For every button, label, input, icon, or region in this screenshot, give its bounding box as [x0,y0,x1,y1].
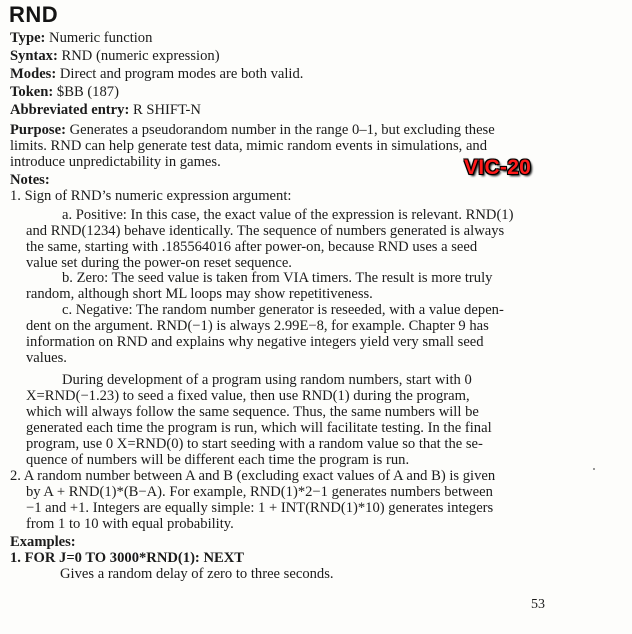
purpose-line-3: introduce unpredictability in games. [10,154,221,170]
page-title: RND [9,2,59,27]
type-label: Type: [10,30,46,46]
note1-c-line-2: dent on the argument. RND(−1) is always 2.99E−8, for example. Chapter 9 has [26,318,489,334]
note1-a-line-1: a. Positive: In this case, the exact value of the expression is relevant. RND(1) [62,207,514,223]
note2-line-2: by A + RND(1)*(B−A). For example, RND(1)*2−1 generates numbers between [26,484,493,500]
syntax-line [10,48,220,64]
type-value: Numeric function [45,30,153,46]
modes-value: Direct and program modes are both valid. [56,66,304,82]
note1-heading: 1. Sign of RND’s numeric expression argument: [10,188,292,204]
note1-a-line-2: and RND(1234) behave identically. The sequence of numbers generated is always [26,223,505,239]
note2-line-1: 2. A random number between A and B (excluding exact values of A and B) is given [10,468,496,484]
dev-line-3: which will always follow the same sequence. Thus, the same numbers will be [26,404,479,420]
notes-label: Notes: [10,172,50,188]
page-number: 53 [531,597,545,612]
type-line [10,30,152,46]
note1-c-line-1: c. Negative: The random number generator is reseeded, with a value depen- [62,302,504,318]
note2-line-4: from 1 to 10 with equal probability. [26,516,234,532]
purpose-text-1: Generates a pseudorandom number in the range 0–1, but excluding these [65,122,495,138]
purpose-label: Purpose: [10,122,66,138]
note1-a-line-3: the same, starting with .185564016 after power-on, because RND uses a seed [26,239,478,255]
note2-line-3: −1 and +1. Integers are equally simple: 1 + INT(RND(1)*10) generates integers [26,500,494,516]
dev-line-4: generated each time the program is run, which will facilitate testing. In the final [26,420,492,436]
dev-line-2: X=RND(−1.23) to seed a fixed value, then use RND(1) during the program, [26,388,470,404]
syntax-label: Syntax: [10,48,58,64]
dev-line-1: During development of a program using random numbers, start with 0 [62,372,472,388]
example1-desc: Gives a random delay of zero to three seconds. [60,566,334,582]
abbrev-label: Abbreviated entry: [10,102,130,118]
abbrev-line [10,102,201,118]
note1-b-line-1: b. Zero: The seed value is taken from VIA timers. The result is more truly [62,270,493,286]
token-label: Token: [10,84,54,100]
note1-c-line-4: values. [26,350,67,366]
example1-code: 1. FOR J=0 TO 3000*RND(1): NEXT [10,550,244,566]
speck-mark [593,468,595,470]
modes-label: Modes: [10,66,57,82]
modes-line [10,66,303,82]
syntax-value: RND (numeric expression) [57,48,220,64]
dev-line-6: quence of numbers will be different each time the program is run. [26,452,410,468]
abbrev-value: R SHIFT-N [129,102,201,118]
token-value: $BB (187) [53,84,119,100]
token-line [10,84,119,100]
note1-a-line-4: value set during the power-on reset sequence. [26,255,292,271]
purpose-line-1 [10,122,495,138]
purpose-line-2: limits. RND can help generate test data, mimic random events in simulations, and [10,138,488,154]
vic20-badge: VIC-20 [464,156,532,179]
note1-b-line-2: random, although short ML loops may show repetitiveness. [26,286,373,302]
dev-line-5: program, use 0 X=RND(0) to start seeding with a random value so that the se- [26,436,483,452]
examples-label: Examples: [10,534,76,550]
note1-c-line-3: information on RND and explains why negative integers yield very small seed [26,334,484,350]
